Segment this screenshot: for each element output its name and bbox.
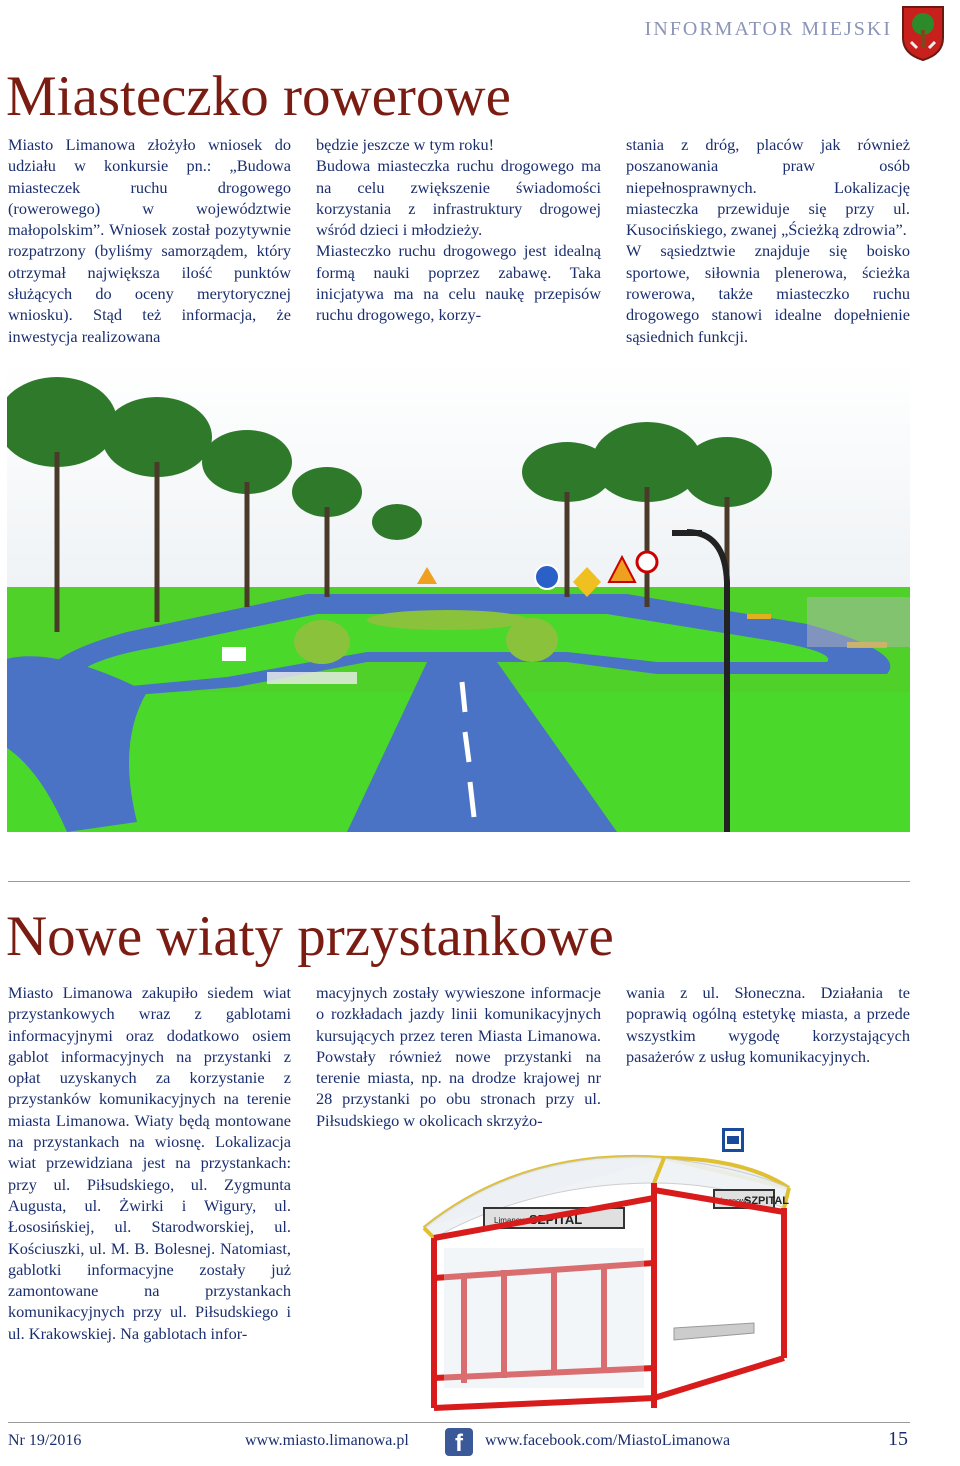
issue-number: Nr 19/2016: [8, 1432, 82, 1449]
article1-paragraph: W sąsiedztwie znajduje się boisko sportowe, siłownia plenerowa, ścieżka rowerowa, także miasteczko ruchu drogowego stanowi idealne dopełnienie sąsiednich funkcji.: [626, 241, 910, 346]
article2-paragraph: macyjnych zostały wywieszone informacje o rozkładach jazdy linii komunikacyjnych kursujących przez teren Miasta Limanowa. Powstały również nowe przystanki na terenie miasta, np. na drodze krajowej nr 28 przystanki po obu stronach przy ul. Piłsudskiego w okolicach skrzyżo-: [316, 983, 601, 1130]
article2-paragraph: wania z ul. Słoneczna. Działania te poprawią ogólną estetykę miasta, a przede wszystkim wygodę korzystających pasażerów z usług komunikacyjnych.: [626, 983, 910, 1066]
shelter-sign-text: SZPITAL: [744, 1195, 790, 1207]
bike-town-visualization-image: [7, 362, 910, 832]
article-title-bike-town: Miasteczko rowerowe: [6, 65, 511, 128]
article1-column-1: [8, 134, 291, 347]
facebook-link[interactable]: www.facebook.com/MiastoLimanowa: [485, 1432, 731, 1449]
article1-column-3: [626, 134, 910, 347]
shelter-sign-text: SZPITAL: [529, 1212, 583, 1227]
article1-column-2: [316, 134, 601, 326]
article-title-bus-shelters: Nowe wiaty przystankowe: [6, 905, 614, 968]
article1-paragraph: Budowa miasteczka ruchu drogowego ma na celu zwiększenie świadomości korzystania z infrastruktury drogowej wśród dzieci i młodzieży.: [316, 156, 601, 240]
footer-divider: [8, 1422, 910, 1423]
article1-paragraph: stania z dróg, placów jak również poszanowania praw osób niepełnosprawnych. Lokalizację miasteczka przewiduje się przy ul. Kusocińskiego, zwanej „Ścieżką zdrowia”.: [626, 135, 910, 240]
article1-paragraph: Miasto Limanowa złożyło wniosek do udziału w konkursie pn.: „Budowa miasteczek ruchu drogowego (rowerowego) w województwie małopolskim”. Wniosek został pozytywnie rozpatrzony (byliśmy samorządem, który otrzymał największa ilość punktów służących do oceny merytorycznej wniosku). Stąd też informacja, że inwestycja realizowana: [8, 135, 291, 346]
website-link[interactable]: www.miasto.limanowa.pl: [245, 1432, 409, 1449]
section-header: INFORMATOR MIEJSKI: [644, 18, 892, 40]
article2-column-2: [316, 982, 601, 1131]
article2-column-3: [626, 982, 910, 1067]
section-divider: [8, 881, 910, 882]
facebook-icon[interactable]: f: [445, 1428, 473, 1456]
city-crest-logo: [900, 4, 946, 62]
article2-column-1: [8, 982, 291, 1344]
article1-paragraph: Miasteczko ruchu drogowego jest idealną formą nauki poprzez zabawę. Taka inicjatywa ma na celu naukę przepisów ruchu drogowego, korzy-: [316, 241, 601, 325]
shelter-small-label: Limanowa: [494, 1216, 531, 1225]
shelter-small-label: Limanowa: [717, 1198, 749, 1205]
article2-paragraph: Miasto Limanowa zakupiło siedem wiat przystankowych wraz z gablotami informacyjnymi oraz dodatkowo osiem gablot informacyjnych na przystanki z opłat uzyskanych za korzystanie z przystanków komunikacyjnych na terenie miasta Limanowa. Wiaty będą montowane na przystankach na wiosnę. Lokalizacja wiat przewidziana jest na przystankach: przy ul. Piłsudskiego, ul. Zygmunta Augusta, ul. Żwirki i Wigury, ul. Łososińskiej, ul. Starodworskiej, ul. Kościuszki, ul. M. B. Bolesnej. Natomiast, gablotki informacyjne zostały już zamontowane na przystankach komunikacyjnych przy ul. Piłsudskiego i ul. Krakowskiej. Na gablotach infor-: [8, 983, 291, 1343]
page-number: 15: [888, 1428, 908, 1450]
article1-paragraph: będzie jeszcze w tym roku!: [316, 135, 495, 154]
bus-shelter-image: [414, 1128, 794, 1418]
